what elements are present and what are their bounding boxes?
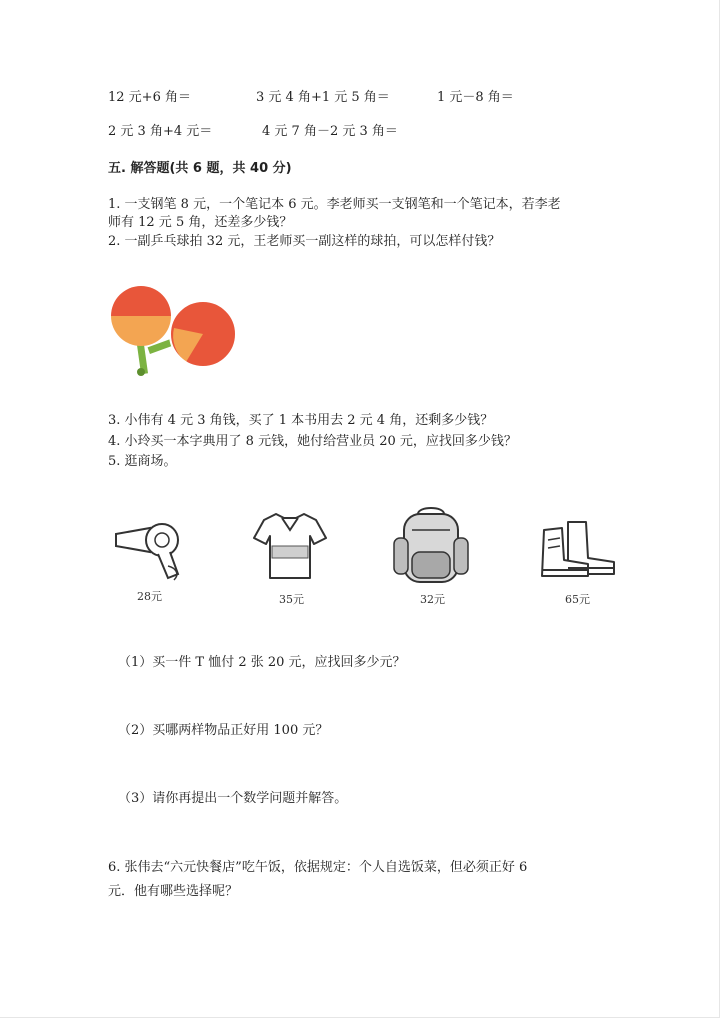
question-1-line-2: 师有 12 元 5 角，还差多少钱？	[108, 215, 293, 230]
question-2: 2. 一副乒乓球拍 32 元，王老师买一副这样的球拍，可以怎样付钱？	[108, 234, 501, 249]
question-3: 3. 小伟有 4 元 3 角钱，买了 1 本书用去 2 元 4 角，还剩多少钱？	[108, 413, 494, 428]
price-label: 28元	[137, 590, 162, 603]
question-6-line-2: 元．他有哪些选择呢？	[108, 884, 239, 899]
price-label: 35元	[279, 593, 304, 606]
question-6-line-1: 6. 张伟去“六元快餐店”吃午饭，依据规定：个人自选饭菜，但必须正好 6	[108, 860, 528, 875]
question-5-sub-3: （3）请你再提出一个数学问题并解答。	[118, 791, 348, 806]
calc-item: 2 元 3 角+4 元＝	[108, 124, 213, 139]
section-title: 五. 解答题(共 6 题，共 40 分)	[108, 161, 292, 176]
boots-icon	[538, 518, 620, 580]
paddle-left	[111, 286, 171, 376]
calc-item: 4 元 7 角－2 元 3 角＝	[262, 124, 398, 139]
question-1-line-1: 1. 一支钢笔 8 元，一个笔记本 6 元。李老师买一支钢笔和一个笔记本，若李老	[108, 197, 561, 212]
ping-pong-paddles-image	[108, 282, 238, 382]
question-4: 4. 小玲买一本字典用了 8 元钱，她付给营业员 20 元，应找回多少钱？	[108, 434, 517, 449]
calc-item: 3 元 4 角+1 元 5 角＝	[256, 90, 390, 105]
price-label: 32元	[420, 593, 445, 606]
t-shirt-icon	[250, 508, 330, 584]
question-5: 5. 逛商场。	[108, 454, 177, 469]
question-5-sub-1: （1）买一件 T 恤付 2 张 20 元，应找回多少元？	[118, 655, 406, 670]
backpack-icon	[390, 504, 472, 588]
calc-item: 12 元+6 角＝	[108, 90, 191, 105]
price-label: 65元	[565, 593, 590, 606]
question-5-sub-2: （2）买哪两样物品正好用 100 元？	[118, 723, 329, 738]
calc-item: 1 元－8 角＝	[437, 90, 514, 105]
hair-dryer-icon	[110, 512, 190, 584]
